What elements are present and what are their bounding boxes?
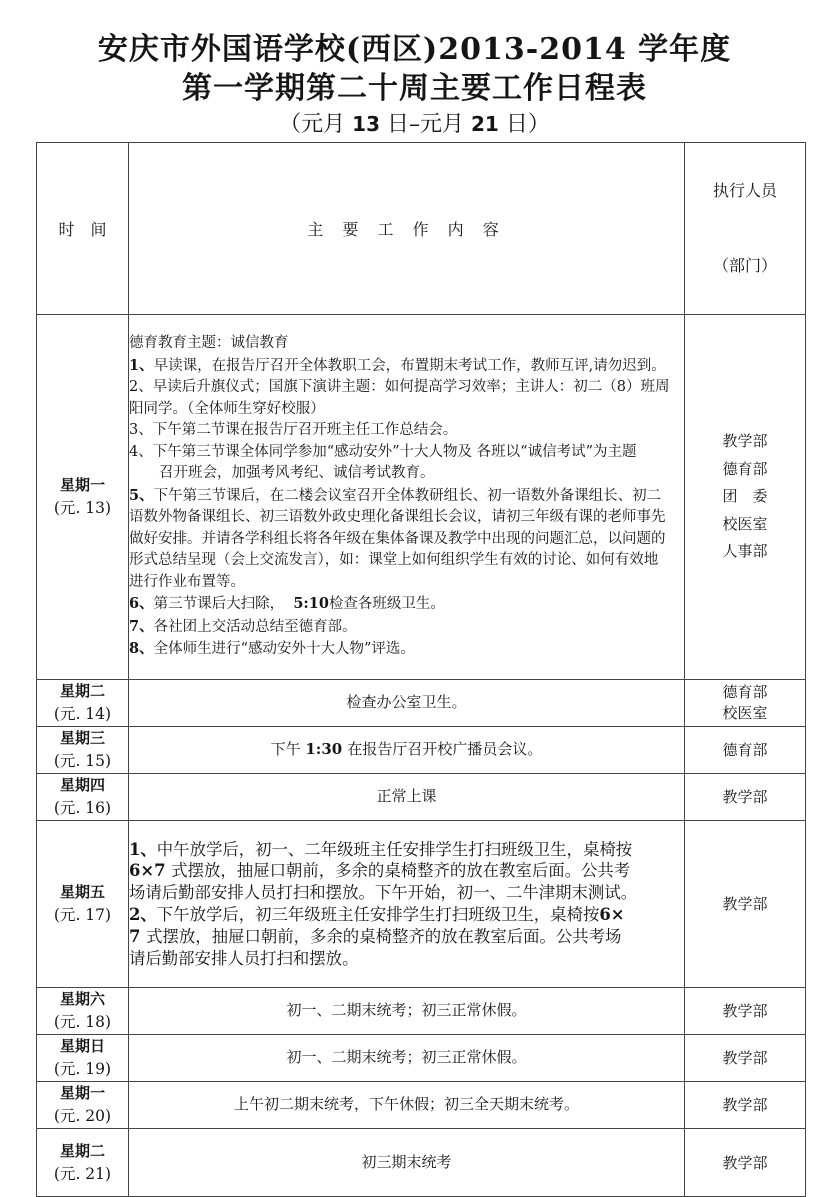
header-executor-line-1: 执行人员 bbox=[712, 181, 777, 200]
content-cell bbox=[129, 1082, 685, 1129]
content-line bbox=[129, 904, 684, 926]
day-label: 星期日 bbox=[59, 1037, 105, 1055]
time-cell bbox=[37, 315, 129, 680]
date-label: (元. 17) bbox=[53, 906, 112, 924]
text-run: 第三节课后大扫除， bbox=[153, 596, 294, 613]
text-run: （元月 bbox=[279, 112, 353, 137]
header-row bbox=[37, 143, 806, 315]
date-label: (元. 14) bbox=[53, 705, 112, 723]
table-body bbox=[37, 315, 806, 1197]
executor-cell bbox=[685, 1129, 806, 1197]
content-line bbox=[129, 377, 684, 399]
time-cell bbox=[37, 1035, 129, 1082]
executor-label: 校医室 bbox=[722, 514, 768, 533]
text-run: 日–元月 bbox=[380, 112, 471, 137]
executor-label: 教学部 bbox=[722, 788, 768, 806]
text-run: 下午 bbox=[270, 740, 306, 759]
content-cell bbox=[129, 774, 685, 821]
bold-text-run: 13 bbox=[352, 112, 380, 136]
text-run: 4、下午第三节课全体同学参加“感动安外”十大人物及 各班以“诚信考试”为主题 bbox=[129, 443, 637, 460]
table-row bbox=[37, 315, 806, 680]
content-line bbox=[129, 399, 684, 421]
date-label: (元. 21) bbox=[53, 1164, 112, 1183]
content-line bbox=[129, 616, 684, 639]
content-line bbox=[129, 355, 684, 378]
title-date-range bbox=[0, 109, 829, 140]
day-label: 星期一 bbox=[59, 476, 105, 494]
content-line bbox=[129, 463, 684, 485]
executor-label: 教学部 bbox=[722, 895, 768, 913]
day-label: 星期四 bbox=[59, 776, 105, 794]
text-run: 式摆放，抽屉口朝前，多余的桌椅整齐的放在教室后面。公共考场 bbox=[146, 926, 622, 946]
bold-text-run: 5:10 bbox=[293, 595, 329, 613]
text-run: 在报告厅召开校广播员会议。 bbox=[347, 740, 543, 759]
table-header bbox=[37, 143, 806, 315]
executor-cell bbox=[685, 1082, 806, 1129]
header-cell-executor bbox=[685, 143, 806, 315]
content-cell bbox=[129, 680, 685, 727]
content-cell bbox=[129, 988, 685, 1035]
content-line bbox=[129, 926, 684, 948]
content-line bbox=[129, 593, 684, 616]
content-line bbox=[129, 839, 684, 861]
bold-text-run: 6、 bbox=[129, 595, 154, 613]
executor-cell bbox=[685, 1035, 806, 1082]
content-line bbox=[129, 507, 684, 529]
day-label: 星期二 bbox=[59, 1141, 105, 1160]
content-cell bbox=[129, 821, 685, 988]
text-run: 请后勤部安排人员打扫和摆放。 bbox=[129, 948, 359, 968]
document-title-line-1: 安庆市外国语学校(西区)2013-2014 学年度 bbox=[97, 32, 732, 67]
table-row bbox=[37, 988, 806, 1035]
content-line bbox=[129, 442, 684, 464]
date-label: (元. 13) bbox=[53, 499, 112, 517]
time-cell bbox=[37, 988, 129, 1035]
document-title-block bbox=[0, 0, 829, 140]
table-row bbox=[37, 1129, 806, 1197]
text-run: 形式总结呈现（会上交流发言），如：课堂上如何组织学生有效的讨论、如何有效地 bbox=[129, 552, 659, 569]
bold-text-run: 2、 bbox=[129, 905, 157, 924]
content-line bbox=[129, 572, 684, 594]
day-label: 星期六 bbox=[59, 990, 105, 1008]
content-line bbox=[129, 420, 684, 442]
text-run: 阳同学。（全体师生穿好校服） bbox=[129, 400, 325, 417]
executor-label: 团 委 bbox=[722, 487, 768, 506]
text-run: 日） bbox=[498, 112, 550, 137]
text-run: 3、下午第二节课在报告厅召开班主任工作总结会。 bbox=[129, 422, 458, 439]
day-label: 星期五 bbox=[59, 883, 105, 901]
content-line bbox=[129, 485, 684, 508]
table-row bbox=[37, 1035, 806, 1082]
executor-label: 教学部 bbox=[722, 432, 768, 451]
content-line bbox=[129, 333, 684, 355]
executor-label: 教学部 bbox=[722, 1002, 768, 1020]
executor-cell bbox=[685, 821, 806, 988]
date-label: (元. 16) bbox=[53, 799, 112, 817]
executor-label: 教学部 bbox=[722, 1096, 768, 1114]
content-line bbox=[129, 786, 684, 808]
bold-text-run: 8、 bbox=[129, 640, 154, 658]
bold-text-run: 7 bbox=[129, 926, 147, 946]
text-run: 中午放学后，初一、二年级班主任安排学生打扫班级卫生，桌椅按 bbox=[156, 839, 633, 859]
content-line bbox=[129, 638, 684, 661]
table-row bbox=[37, 680, 806, 727]
header-executor-line-2: （部门） bbox=[712, 256, 777, 275]
executor-cell bbox=[685, 680, 806, 727]
day-label: 星期三 bbox=[59, 729, 105, 747]
content-line bbox=[129, 1000, 684, 1022]
bold-text-run: 5、 bbox=[129, 486, 154, 504]
header-cell-content: 主 要 工 作 内 容 bbox=[129, 143, 685, 315]
content-line bbox=[129, 692, 684, 714]
text-run: 上午初二期末统考，下午休假；初三全天期末统考。 bbox=[233, 1095, 579, 1114]
document-title-line-2: 第一学期第二十周主要工作日程表 bbox=[182, 71, 647, 106]
table-row bbox=[37, 727, 806, 774]
bold-text-run: 1:30 bbox=[305, 740, 348, 759]
text-run: 式摆放，抽屉口朝前，多余的桌椅整齐的放在教室后面。公共考 bbox=[171, 861, 631, 881]
text-run: 召开班会，加强考风考纪、诚信考试教育。 bbox=[159, 465, 435, 482]
content-line bbox=[129, 739, 684, 761]
bold-text-run: 21 bbox=[471, 112, 499, 136]
executor-cell bbox=[685, 774, 806, 821]
table-row bbox=[37, 1082, 806, 1129]
schedule-table bbox=[36, 142, 806, 1197]
executor-label: 德育部 bbox=[722, 741, 768, 759]
executor-label: 德育部 bbox=[722, 683, 768, 701]
text-run: 下午放学后，初三年级班主任安排学生打扫班级卫生，桌椅按 bbox=[156, 905, 600, 924]
header-cell-time: 时 间 bbox=[37, 143, 129, 315]
text-run: 语数外物备课组长、初三语数外政史理化备课组长会议，请初三年级有课的老师事先 bbox=[129, 509, 666, 526]
date-label: (元. 18) bbox=[53, 1013, 112, 1031]
text-run: 各社团上交活动总结至德育部。 bbox=[153, 618, 357, 635]
content-line bbox=[129, 882, 684, 904]
executor-label: 教学部 bbox=[722, 1049, 768, 1067]
table-row bbox=[37, 821, 806, 988]
day-label: 星期二 bbox=[59, 682, 105, 700]
executor-label: 校医室 bbox=[722, 704, 768, 722]
text-run: 检查各班级卫生。 bbox=[328, 596, 445, 613]
date-label: (元. 19) bbox=[53, 1060, 112, 1078]
content-line bbox=[129, 860, 684, 882]
text-run: 德育教育主题：诚信教育 bbox=[129, 335, 289, 352]
bold-text-run: 6× bbox=[599, 905, 625, 924]
bold-text-run: 1、 bbox=[129, 839, 157, 859]
content-line bbox=[129, 948, 684, 970]
text-run: 初一、二期末统考；初三正常休假。 bbox=[286, 1001, 527, 1020]
day-label: 星期一 bbox=[59, 1084, 105, 1102]
content-line bbox=[129, 550, 684, 572]
time-cell bbox=[37, 774, 129, 821]
time-cell bbox=[37, 1082, 129, 1129]
text-run: 早读课，在报告厅召开全体教职工会，布置期末考试工作，教师互评,请勿迟到。 bbox=[153, 357, 666, 374]
executor-label: 人事部 bbox=[722, 542, 768, 561]
text-run: 场请后勤部安排人员打扫和摆放。下午开始，初一、二牛津期末测试。 bbox=[129, 883, 638, 903]
text-run: 检查办公室卫生。 bbox=[346, 693, 467, 712]
text-run: 2、早读后升旗仪式；国旗下演讲主题：如何提高学习效率；主讲人：初二（8）班周 bbox=[129, 379, 670, 396]
time-cell bbox=[37, 680, 129, 727]
text-run: 正常上课 bbox=[376, 787, 437, 806]
bold-text-run: 6×7 bbox=[129, 861, 172, 881]
executor-cell bbox=[685, 727, 806, 774]
content-cell bbox=[129, 1035, 685, 1082]
content-cell bbox=[129, 1129, 685, 1197]
text-run: 下午第三节课后，在二楼会议室召开全体教研组长、初一语数外备课组长、初二 bbox=[153, 487, 662, 504]
content-line bbox=[129, 529, 684, 551]
text-run: 进行作业布置等。 bbox=[129, 573, 245, 590]
date-label: (元. 15) bbox=[53, 752, 112, 770]
text-run: 全体师生进行“感动安外十大人物”评选。 bbox=[153, 641, 415, 658]
text-run: 初三期末统考 bbox=[361, 1152, 452, 1171]
executor-cell bbox=[685, 315, 806, 680]
executor-label: 教学部 bbox=[722, 1153, 768, 1172]
table-row bbox=[37, 774, 806, 821]
content-cell bbox=[129, 727, 685, 774]
time-cell bbox=[37, 727, 129, 774]
text-run: 初一、二期末统考；初三正常休假。 bbox=[286, 1048, 527, 1067]
date-label: (元. 20) bbox=[53, 1107, 112, 1125]
text-run: 做好安排。并请各学科组长将各年级在集体备课及教学中出现的问题汇总，以问题的 bbox=[129, 530, 666, 547]
bold-text-run: 1、 bbox=[129, 356, 154, 374]
executor-cell bbox=[685, 988, 806, 1035]
content-line bbox=[129, 1047, 684, 1069]
executor-label: 德育部 bbox=[722, 459, 768, 478]
time-cell bbox=[37, 1129, 129, 1197]
time-cell bbox=[37, 821, 129, 988]
bold-text-run: 7、 bbox=[129, 617, 154, 635]
content-cell bbox=[129, 315, 685, 680]
content-line bbox=[129, 1152, 684, 1174]
content-line bbox=[129, 1094, 684, 1116]
